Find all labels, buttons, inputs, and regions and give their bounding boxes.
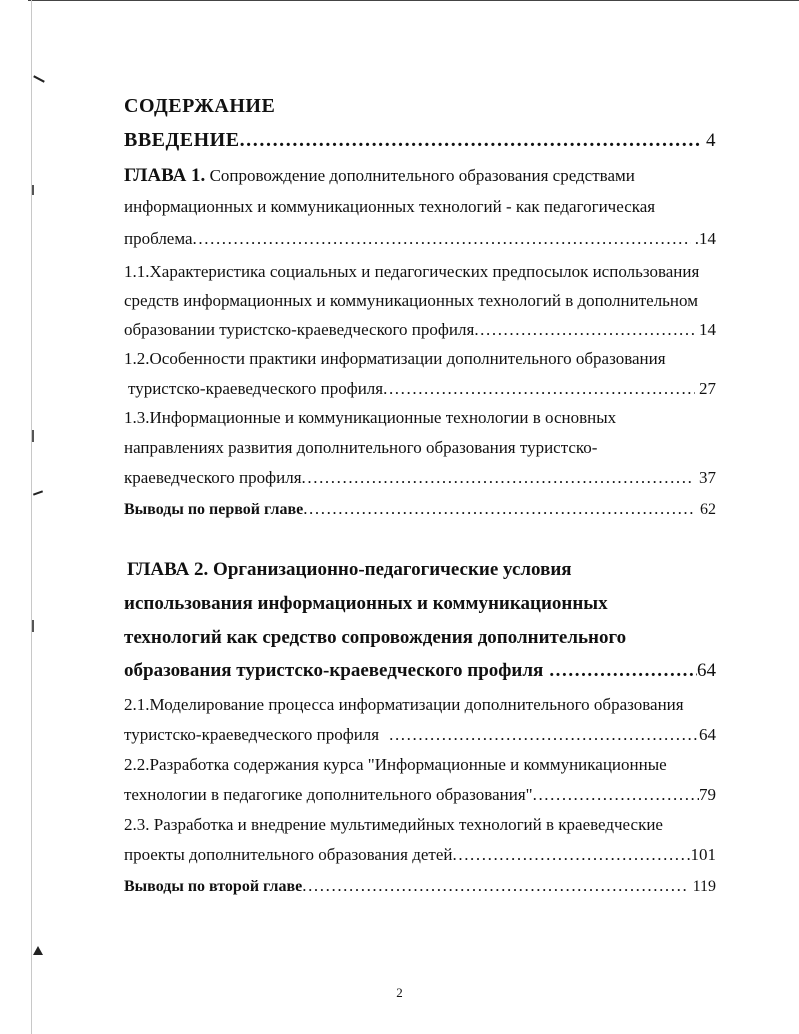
scan-mark [32,185,34,195]
toc-page: 101 [690,845,716,864]
toc-leader [193,230,691,247]
toc-chapter1-line: информационных и коммуникационных технологий - как педагогическая [124,197,656,216]
toc-leader [543,661,697,680]
toc-entry-intro[interactable] [124,130,716,150]
toc-leader [240,130,702,150]
toc-entry-label: проекты дополнительного образования детей [124,845,453,864]
toc-section-line: 2.2.Разработка содержания курса "Информационные и коммуникационные [124,755,667,774]
toc-page: 119 [692,878,716,895]
toc-chapter2-line: ГЛАВА 2. Организационно-педагогические условия [127,559,572,580]
toc-leader [383,380,695,397]
toc-page: 79 [699,785,716,804]
toc-section-line: средств информационных и коммуникационных технологий в дополнительном [124,291,698,310]
toc-entry-2-2[interactable] [124,786,716,803]
toc-entry-chapter1[interactable] [124,230,716,247]
toc-page: 27 [699,379,716,398]
toc-entry-label: технологии в педагогике дополнительного образования" [124,785,533,804]
toc-entry-conclusion-2[interactable] [124,877,716,895]
scan-mark [32,620,34,632]
toc-page: 64 [699,725,716,744]
toc-leader [302,469,691,486]
toc-entry-label: туристско-краеведческого профиля [124,725,380,744]
toc-entry-label: ВВЕДЕНИЕ [124,129,240,151]
toc-leader [474,321,695,338]
toc-entry-1-2[interactable] [124,380,716,397]
toc-entry-label: образования туристско-краеведческого профиля [124,660,544,681]
toc-entry-label: туристско-краеведческого профиля [128,379,384,398]
toc-entry-1-1[interactable] [124,321,716,338]
toc-entry-conclusion-1[interactable] [124,500,716,518]
toc-leader [379,726,699,743]
toc-entry-label: образовании туристско-краеведческого профиля [124,320,475,339]
toc-entry-1-3[interactable] [124,469,716,486]
toc-entry-label: Выводы по второй главе [124,878,303,895]
toc-section-line: направлениях развития дополнительного образования туристско- [124,438,598,457]
scan-top-edge [28,0,799,1]
scan-mark [33,75,45,82]
toc-section-line: 1.1.Характеристика социальных и педагогических предпосылок использования [124,262,700,281]
toc-page: 14 [699,320,716,339]
chapter-prefix: ГЛАВА 1. [124,165,206,186]
toc-section-line: 1.3.Информационные и коммуникационные технологии в основных [124,408,617,427]
chapter-text: Сопровождение дополнительного образования средствами [209,166,635,185]
toc-page: .14 [694,229,716,248]
toc-page: 62 [700,501,716,518]
toc-entry-2-1[interactable] [124,726,716,743]
scan-mark [32,430,34,442]
toc-page: 37 [699,468,716,487]
toc-section-line: 1.2.Особенности практики информатизации дополнительного образования [124,349,666,368]
scan-mark [33,490,43,495]
toc-leader [453,846,691,863]
toc-section-line: 2.1.Моделирование процесса информатизации дополнительного образования [124,695,684,714]
scan-mark [33,946,43,955]
toc-leader [303,500,696,517]
toc-entry-2-3[interactable] [124,846,716,863]
toc-section-line: 2.3. Разработка и внедрение мультимедийных технологий в краеведческие [124,815,663,834]
toc-chapter1-line [124,166,716,185]
toc-entry-label: проблема [124,229,193,248]
toc-page: 64 [697,660,716,681]
toc-leader [302,877,688,894]
toc-entry-label: Выводы по первой главе [124,501,304,518]
toc-entry-label: краеведческого профиля [124,468,302,487]
scan-left-edge [31,0,32,1034]
toc-chapter2-line: использования информационных и коммуникационных [124,593,608,614]
toc-chapter2-line: технологий как средство сопровождения дополнительного [124,627,627,648]
toc-title: СОДЕРЖАНИЕ [124,95,276,117]
toc-leader [533,786,699,803]
toc-page: 4 [706,130,716,151]
page-number: 2 [396,985,403,1000]
toc-entry-chapter2[interactable] [124,661,716,680]
